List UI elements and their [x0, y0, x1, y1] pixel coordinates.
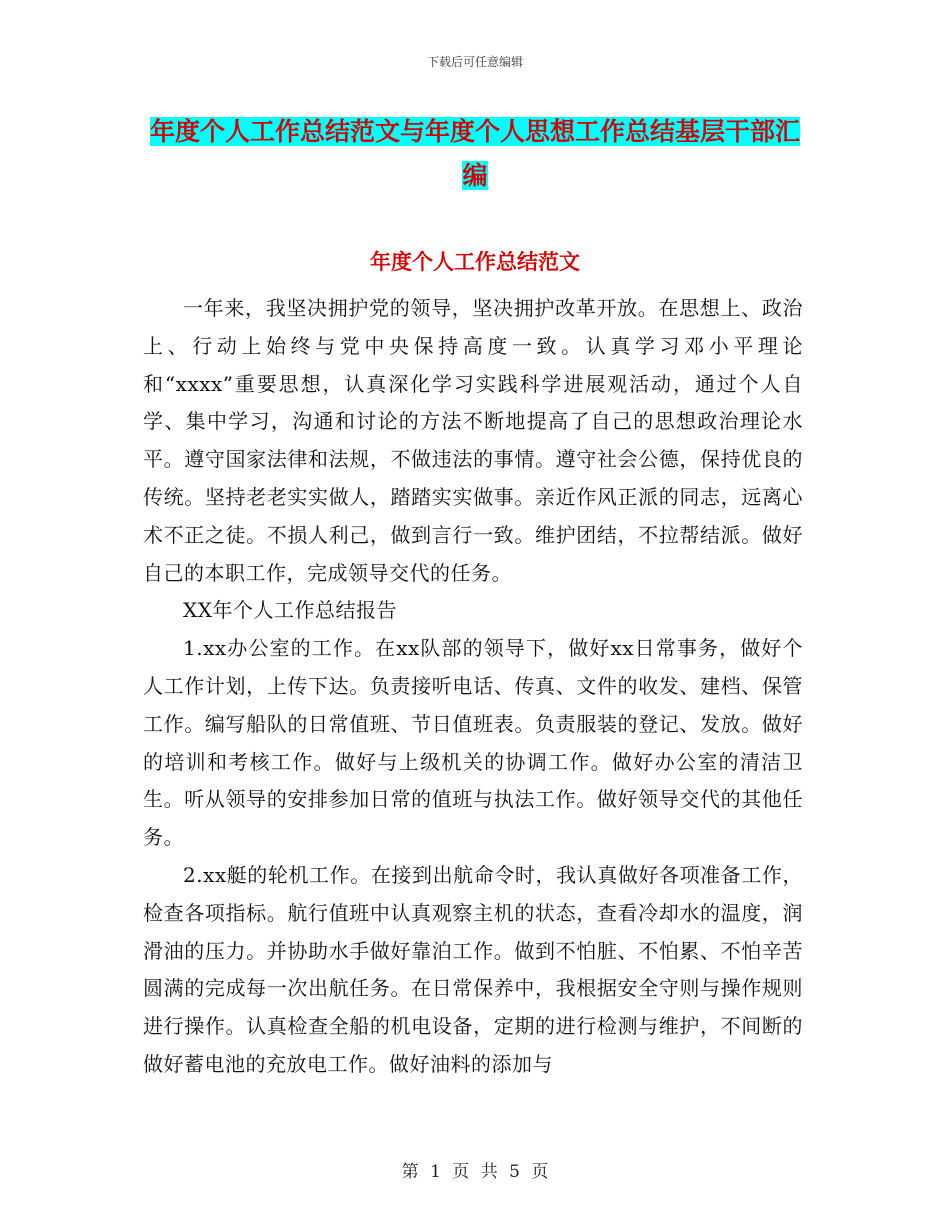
paragraph-3: 1.xx办公室的工作。在xx队部的领导下，做好xx日常事务，做好个人工作计划，上传下达。负责接听电话、传真、文件的收发、建档、保管工作。编写船队的日常值班、节日值班表。负责服装的登记、发放。做好的培训和考核工作。做好与上级机关的协调工作。做好办公室的清洁卫生。听从领导的安排参加日常的值班与执法工作。做好领导交代的其他任务。: [143, 636, 803, 850]
document-body: [143, 290, 803, 1084]
paragraph-4: 2.xx艇的轮机工作。在接到出航命令时，我认真做好各项准备工作，检查各项指标。航行值班中认真观察主机的状态，查看冷却水的温度，润滑油的压力。并协助水手做好靠泊工作。做到不怕脏、不怕累、不怕辛苦圆满的完成每一次出航任务。在日常保养中，我根据安全守则与操作规则进行操作。认真检查全船的机电设备，定期的进行检测与维护，不间断的做好蓄电池的充放电工作。做好油料的添加与: [143, 862, 803, 1076]
paragraph-2: XX年个人工作总结报告: [183, 598, 397, 623]
paragraph-1: 一年来，我坚决拥护党的领导，坚决拥护改革开放。在思想上、政治上、行动上始终与党中央保持高度一致。认真学习邓小平理论和“xxxx”重要思想，认真深化学习实践科学进展观活动，通过个人自学、集中学习，沟通和讨论的方法不断地提高了自己的思想政治理论水平。遵守国家法律和法规，不做违法的事情。遵守社会公德，保持优良的传统。坚持老老实实做人，踏踏实实做事。亲近作风正派的同志，远离心术不正之徒。不损人利己，做到言行一致。维护团结，不拉帮结派。做好自己的本职工作，完成领导交代的任务。: [143, 296, 803, 585]
document-title-text: 年度个人工作总结范文与年度个人思想工作总结基层干部汇编: [150, 117, 801, 190]
document-title: [150, 110, 800, 198]
page-header-note: 下载后可任意编辑: [426, 55, 523, 69]
section-title: 年度个人工作总结范文: [370, 250, 580, 274]
page-number: 第 1 页 共 5 页: [401, 1162, 549, 1182]
